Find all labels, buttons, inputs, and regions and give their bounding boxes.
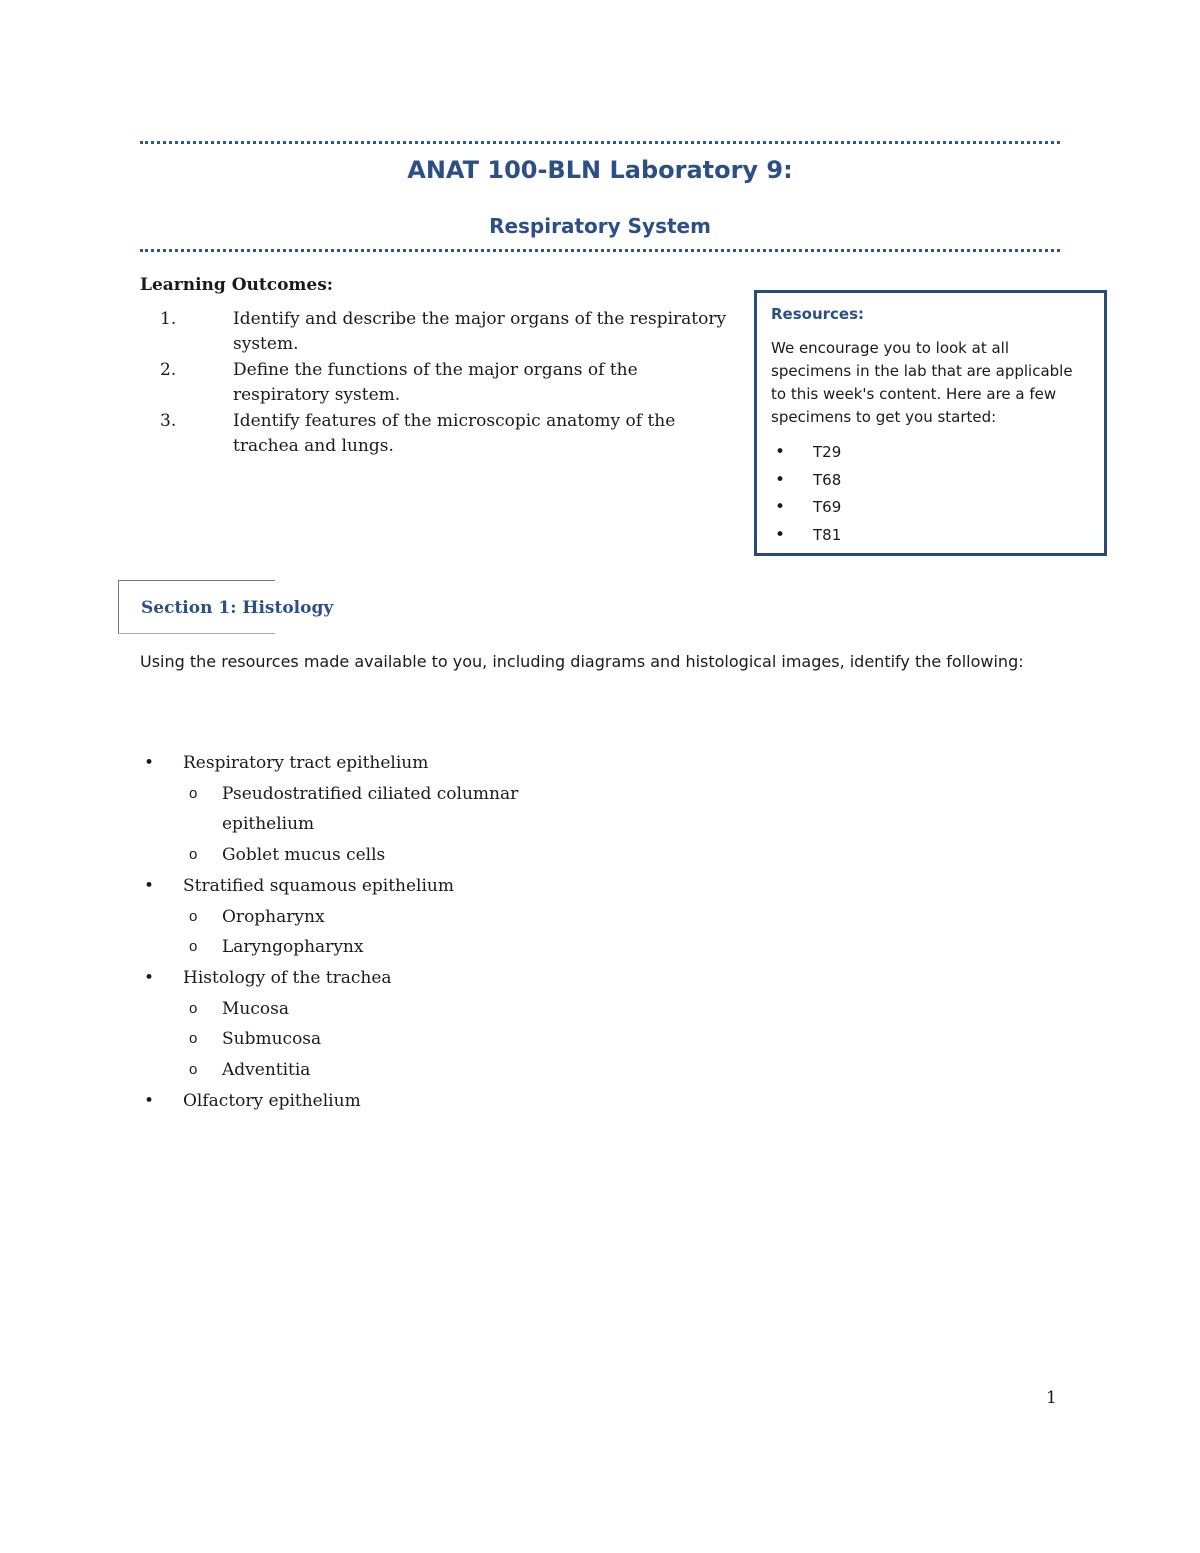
identify-item xyxy=(140,748,740,871)
identify-subitem xyxy=(183,932,740,963)
sub-bullet-glyph: o xyxy=(189,784,198,802)
resources-text: We encourage you to look at all specimens in the lab that are applicable to this week's content. Here are a few specimens to get you started: xyxy=(771,339,1073,426)
document-subtitle: Respiratory System xyxy=(489,214,711,238)
sub-bullet-glyph: o xyxy=(189,999,198,1017)
identify-subitem xyxy=(183,840,740,871)
identify-item-text: Histology of the trachea xyxy=(183,967,392,988)
identify-item xyxy=(140,1086,740,1117)
specimen-list xyxy=(771,439,1090,549)
section-1-heading: Section 1: Histology xyxy=(141,598,334,618)
section-1-intro: Using the resources made available to you, including diagrams and histological images, identify the following: xyxy=(140,652,1024,671)
outcome-item xyxy=(140,358,730,408)
sub-bullet-glyph: o xyxy=(189,907,198,925)
identify-sublist xyxy=(183,779,740,871)
identify-subitem-text: Oropharynx xyxy=(222,906,325,927)
specimen-item: • T69 xyxy=(771,494,1090,522)
identify-item xyxy=(140,963,740,1086)
outcome-number: 2. xyxy=(160,360,177,380)
bullet-glyph: • xyxy=(144,753,155,773)
outcome-number: 3. xyxy=(160,411,177,431)
identify-item xyxy=(140,871,740,963)
sub-bullet-glyph: o xyxy=(189,1061,198,1079)
identify-subitem xyxy=(183,994,740,1025)
identify-item-text: Stratified squamous epithelium xyxy=(183,875,454,896)
sub-bullet-glyph: o xyxy=(189,938,198,956)
bullet-glyph: • xyxy=(144,875,155,896)
identify-subitem xyxy=(183,902,740,933)
identify-subitem xyxy=(183,1024,740,1055)
document-title: ANAT 100-BLN Laboratory 9: xyxy=(407,156,793,184)
bullet-glyph: • xyxy=(144,967,155,988)
identify-list xyxy=(140,748,740,1116)
identify-item-text: Olfactory epithelium xyxy=(183,1090,361,1111)
outcome-number: 1. xyxy=(160,309,177,329)
identify-subitem-text: Laryngopharynx xyxy=(222,937,364,958)
identify-item-text: Respiratory tract epithelium xyxy=(183,753,429,773)
outcome-item xyxy=(140,307,730,357)
identify-subitem-text: Goblet mucus cells xyxy=(222,845,386,866)
bullet-glyph: • xyxy=(144,1090,155,1111)
resources-box xyxy=(754,290,1107,556)
outcome-text: Identify and describe the major organs of the respiratory system. xyxy=(233,309,727,354)
title-bottom-rule xyxy=(140,249,1060,252)
identify-subitem-text: Mucosa xyxy=(222,998,289,1019)
identify-subitem-text: Submucosa xyxy=(222,1029,322,1050)
learning-outcomes-heading: Learning Outcomes: xyxy=(140,275,334,295)
specimen-item: • T29 xyxy=(771,439,1090,467)
specimen-item: • T81 xyxy=(771,522,1090,550)
identify-sublist xyxy=(183,994,740,1086)
identify-subitem xyxy=(183,779,740,840)
sub-bullet-glyph: o xyxy=(189,846,198,864)
identify-sublist xyxy=(183,902,740,963)
identify-subitem-text: Adventitia xyxy=(222,1060,311,1081)
sub-bullet-glyph: o xyxy=(189,1030,198,1048)
identify-subitem xyxy=(183,1055,740,1086)
outcome-item xyxy=(140,409,730,459)
page-number: 1 xyxy=(1046,1388,1057,1408)
identify-subitem-text: Pseudostratified ciliated columnar epithelium xyxy=(222,783,519,835)
learning-outcomes-list xyxy=(140,307,730,460)
outcome-text: Define the functions of the major organs of the respiratory system. xyxy=(233,360,638,405)
resources-heading: Resources: xyxy=(771,305,865,323)
specimen-item: • T68 xyxy=(771,467,1090,495)
title-top-rule xyxy=(140,141,1060,144)
outcome-text: Identify features of the microscopic anatomy of the trachea and lungs. xyxy=(233,411,676,456)
